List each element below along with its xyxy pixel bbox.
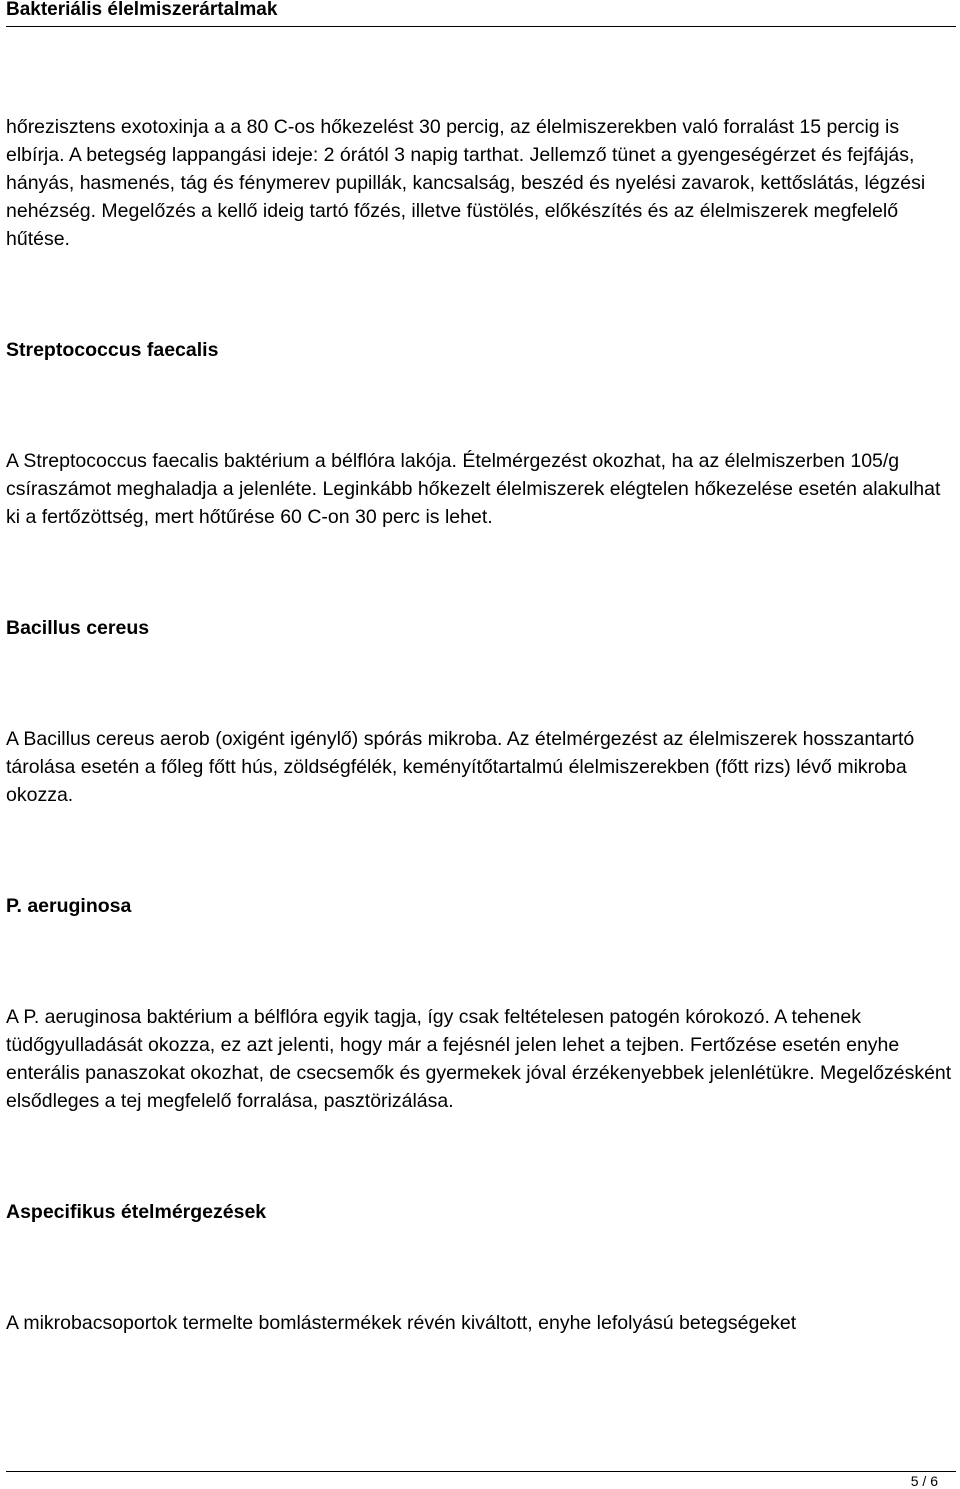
heading-bacillus-cereus: Bacillus cereus [6,617,150,639]
paragraph-botulinum-continuation: hőrezisztens exotoxinja a a 80 C-os hőkezelést 30 percig, az élelmiszerekben való forralást 15 percig is elbírja. A betegség lappangási ideje: 2 órától 3 napig tarthat. Jellemző tünet a gyengeségérzet és fejfájás, hányás, hasmenés, tág és fénymerev pupillák, kancsalság, beszéd és nyelési zavarok, kettőslátás, légzési nehézség. Megelőzés a kellő ideig tartó főzés, illetve füstölés, előkészítés és az élelmiszerek megfelelő hűtése. [6,116,926,250]
paragraph-streptococcus-faecalis: A Streptococcus faecalis baktérium a bélflóra lakója. Ételmérgezést okozhat, ha az élelmiszerben 105/g csíraszámot meghaladja a jelenléte. Leginkább hőkezelt élelmiszerek elégtelen hőkezelése esetén alakulhat ki a fertőzöttség, mert hőtűrése 60 C-on 30 perc is lehet. [6,450,941,528]
heading-aspecifikus-etelmergezesek: Aspecifikus ételmérgezések [6,1201,267,1223]
document-body [6,113,956,1337]
heading-p-aeruginosa: P. aeruginosa [6,895,132,917]
heading-streptococcus-faecalis: Streptococcus faecalis [6,339,219,361]
paragraph-bacillus-cereus: A Bacillus cereus aerob (oxigént igénylő) spórás mikroba. Az ételmérgezést az élelmiszerek hosszantartó tárolása esetén a főleg főtt hús, zöldségfélék, keményítőtartalmú élelmiszerekben (főtt rizs) lévő mikroba okozza. [6,728,915,806]
document-title: Bakteriális élelmiszerártalmak [6,0,278,20]
paragraph-p-aeruginosa: A P. aeruginosa baktérium a bélflóra egyik tagja, így csak feltételesen patogén kórokozó. A tehenek tüdőgyulladását okozza, ez azt jelenti, hogy már a fejésnél jelen lehet a tejben. Fertőzése esetén enyhe enterális panaszokat okozhat, de csecsemők és gyermekek jóval érzékenyebbek jelenlétükre. Megelőzésként elsődleges a tej megfelelő forralása, pasztörizálása. [6,1006,952,1112]
paragraph-aspecifikus-etelmergezesek: A mikrobacsoportok termelte bomlástermékek révén kiváltott, enyhe lefolyású betegségeket [6,1312,797,1334]
page-number: 5 / 6 [910,1473,938,1489]
page-footer [6,1471,956,1489]
page-header [6,0,956,27]
